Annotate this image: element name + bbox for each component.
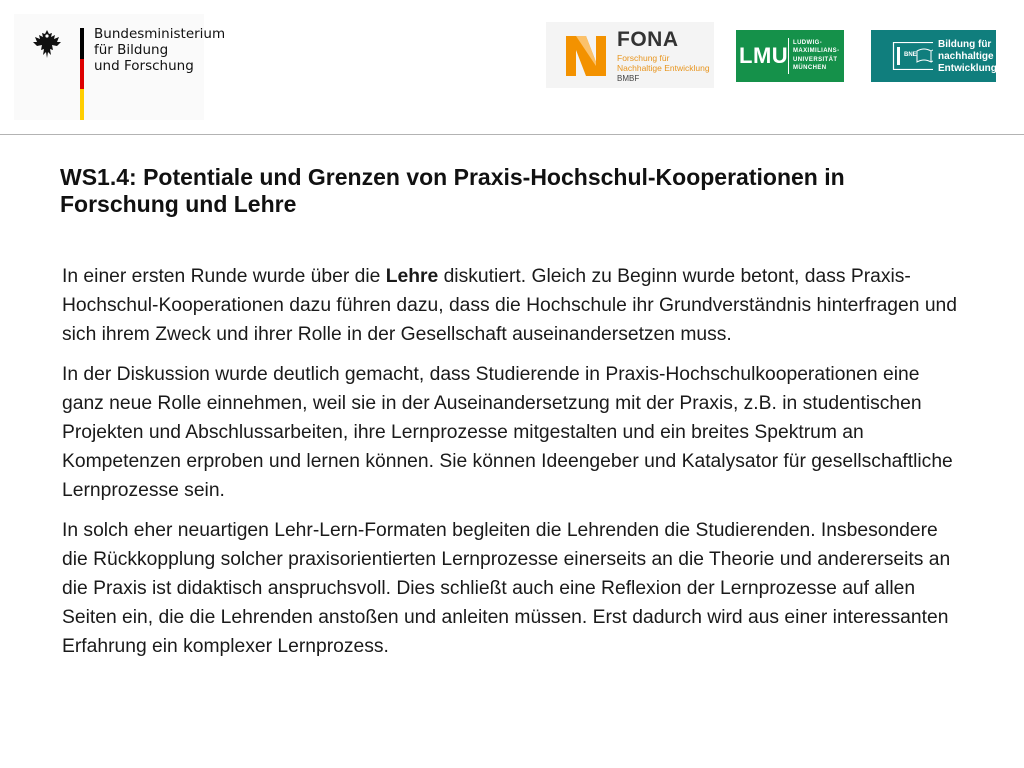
lmu-divider (788, 38, 789, 74)
bne-abbreviation: BNE (904, 52, 917, 58)
fona-logo (546, 22, 714, 88)
slide-body (62, 262, 962, 672)
bmbf-logo (14, 14, 226, 120)
flag-stripe-gold (80, 89, 84, 120)
logo-header (0, 0, 1024, 128)
flag-stripe-red (80, 59, 84, 90)
lmu-name-line: UNIVERSITÄT (793, 56, 838, 63)
fona-subtitle: Forschung für Nachhaltige Entwicklung (617, 53, 710, 73)
bmbf-line: für Bildung (94, 42, 169, 58)
bmbf-line: Bundesministerium (94, 26, 226, 42)
lmu-abbreviation: LMU (739, 43, 789, 68)
header-divider (0, 134, 1024, 135)
bne-line: Entwicklung (938, 63, 997, 74)
bne-logo (871, 30, 996, 82)
lmu-name (793, 39, 839, 73)
body-paragraph-1 (62, 262, 962, 350)
paragraph-text: In einer ersten Runde wurde über die (62, 266, 386, 287)
fona-ministry: BMBF (617, 74, 640, 83)
body-paragraph-2: In der Diskussion wurde deutlich gemacht, dass Studierende in Praxis-Hochschulkooperationen eine ganz neue Rolle einnehmen, weil sie in der Auseinandersetzung mit der Praxis, z.B. in studentischen Projekten und Abschlussarbeiten, ihre Lernprozesse mitgestalten und ein breites Spektrum an Kompetenzen erproben und lernen können. Sie können Ideengeber und Katalysator für gesellschaftliche Lernprozesse sein. (62, 363, 953, 502)
bne-wordmark (938, 39, 997, 75)
fona-n-icon (564, 32, 608, 80)
bmbf-line: und Forschung (94, 58, 194, 74)
bne-line: Bildung für (938, 39, 992, 50)
federal-eagle-icon (32, 28, 62, 60)
body-paragraph-3: In solch eher neuartigen Lehr-Lern-Formaten begleiten die Lehrenden die Studierenden. Insbesondere die Rückkopplung solcher praxisorientierten Lernprozesse einerseits an die Theorie und andererseits an die Praxis ist didaktisch anspruchsvoll. Dies schließt auch eine Reflexion der Lernprozesse auf allen Seiten ein, die die Lehrenden anstoßen und anleiten müssen. Erst dadurch wird aus einer interessanten Erfahrung ein komplexer Lernprozess. (62, 519, 951, 658)
slide-title: WS1.4: Potentiale und Grenzen von Praxis-Hochschul-Kooperationen in Forschung und Lehre (60, 164, 845, 217)
flag-bar (80, 28, 84, 120)
bne-line: nachhaltige (938, 51, 994, 62)
fona-title: FONA (617, 28, 679, 51)
open-book-icon (879, 42, 933, 70)
paragraph-text: diskutiert. Gleich zu Beginn wurde betont, dass Praxis-Hochschul-Kooperationen dazu führen dazu, dass die Hochschule ihr Grundverständnis hinterfragen und sich ihrem Zweck und ihrer Rolle in der Gesellschaft auseinandersetzen muss. (62, 266, 957, 346)
emphasis-lehre: Lehre (385, 266, 439, 287)
lmu-logo (736, 30, 844, 82)
lmu-name-line: MAXIMILIANS- (793, 48, 840, 55)
lmu-name-line: MÜNCHEN (793, 65, 827, 72)
bmbf-wordmark (94, 26, 225, 74)
lmu-name-line: LUDWIG- (793, 40, 823, 46)
flag-stripe-black (80, 28, 84, 59)
